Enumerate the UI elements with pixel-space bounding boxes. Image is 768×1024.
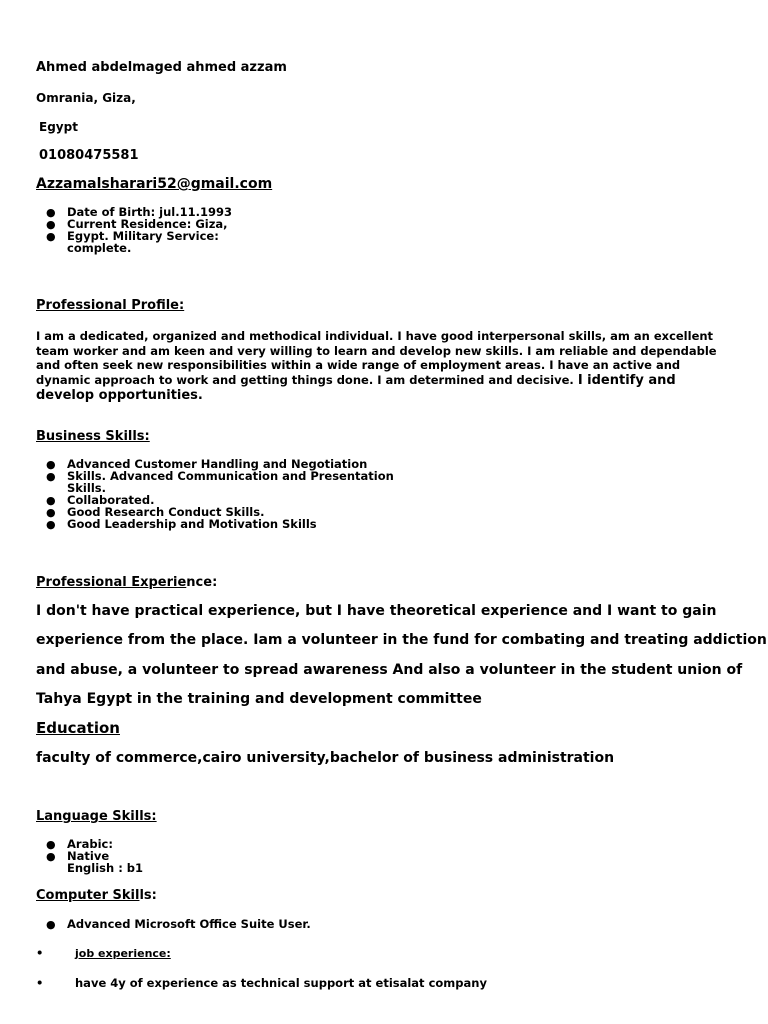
list-item: Current Residence: Giza, bbox=[67, 217, 228, 231]
list-item: Arabic: bbox=[67, 837, 113, 851]
business-heading: Business Skills: bbox=[36, 429, 150, 444]
small-bullet-icon: • bbox=[36, 976, 44, 990]
phone-number: 01080475581 bbox=[39, 148, 139, 163]
candidate-name: Ahmed abdelmaged ahmed azzam bbox=[36, 60, 287, 75]
bullet-icon: ● bbox=[46, 518, 56, 531]
profile-text: I am a dedicated, organized and methodical individual. I have good interpersonal skills, am an excellent team worker and am keen and very willing to learn and develop new skills. I am reliable and dependable and often seek new responsibilities within a wide range of employment areas. I have an active and dynamic approach to work and getting things done. I am determined and decisive. bbox=[36, 329, 717, 387]
bullet-icon: ● bbox=[46, 850, 56, 863]
list-item: Egypt. Military Service: bbox=[67, 229, 219, 243]
list-item-continuation: English : b1 bbox=[67, 861, 144, 875]
computer-heading: Computer Skills: bbox=[36, 888, 157, 903]
bullet-icon: ● bbox=[46, 230, 56, 243]
bullet-icon: ● bbox=[46, 494, 56, 507]
job-experience-text: have 4y of experience as technical support at etisalat company bbox=[75, 976, 487, 990]
list-item: Advanced Microsoft Office Suite User. bbox=[67, 917, 311, 931]
small-bullet-icon: • bbox=[36, 946, 44, 960]
language-heading: Language Skills: bbox=[36, 809, 157, 824]
bullet-icon: ● bbox=[46, 838, 56, 851]
bullet-icon: ● bbox=[46, 470, 56, 483]
list-item: Good Leadership and Motivation Skills bbox=[67, 517, 317, 531]
education-text: faculty of commerce,cairo university,bachelor of business administration bbox=[36, 750, 615, 766]
experience-line: I don't have practical experience, but I have theoretical experience and I want to gain bbox=[36, 603, 717, 619]
bullet-icon: ● bbox=[46, 218, 56, 231]
list-item: Skills. Advanced Communication and Presentation bbox=[67, 469, 394, 483]
experience-line: Tahya Egypt in the training and development committee bbox=[36, 691, 482, 707]
profile-text-tail: I identify and develop opportunities. bbox=[36, 372, 676, 403]
list-item: Collaborated. bbox=[67, 493, 155, 507]
list-item: Date of Birth: jul.11.1993 bbox=[67, 205, 232, 219]
bullet-icon: ● bbox=[46, 206, 56, 219]
list-item: Native bbox=[67, 849, 110, 863]
list-item: Good Research Conduct Skills. bbox=[67, 505, 265, 519]
bullet-icon: ● bbox=[46, 506, 56, 519]
address-line-1: Omrania, Giza, bbox=[36, 91, 136, 105]
job-experience-label: job experience: bbox=[75, 947, 171, 960]
bullet-icon: ● bbox=[46, 918, 56, 931]
experience-line: experience from the place. Iam a volunteer in the fund for combating and treating addiction bbox=[36, 632, 767, 648]
profile-paragraph bbox=[36, 329, 736, 404]
list-item-continuation: complete. bbox=[67, 241, 132, 255]
list-item-continuation: Skills. bbox=[67, 481, 106, 495]
email-address: Azzamalsharari52@gmail.com bbox=[36, 176, 273, 192]
experience-line: and abuse, a volunteer to spread awareness And also a volunteer in the student union of bbox=[36, 662, 743, 678]
experience-heading: Professional Experience: bbox=[36, 575, 218, 590]
education-heading: Education bbox=[36, 719, 120, 737]
profile-heading: Professional Profile: bbox=[36, 298, 185, 313]
bullet-icon: ● bbox=[46, 458, 56, 471]
list-item: Advanced Customer Handling and Negotiation bbox=[67, 457, 368, 471]
address-line-2: Egypt bbox=[39, 120, 78, 134]
